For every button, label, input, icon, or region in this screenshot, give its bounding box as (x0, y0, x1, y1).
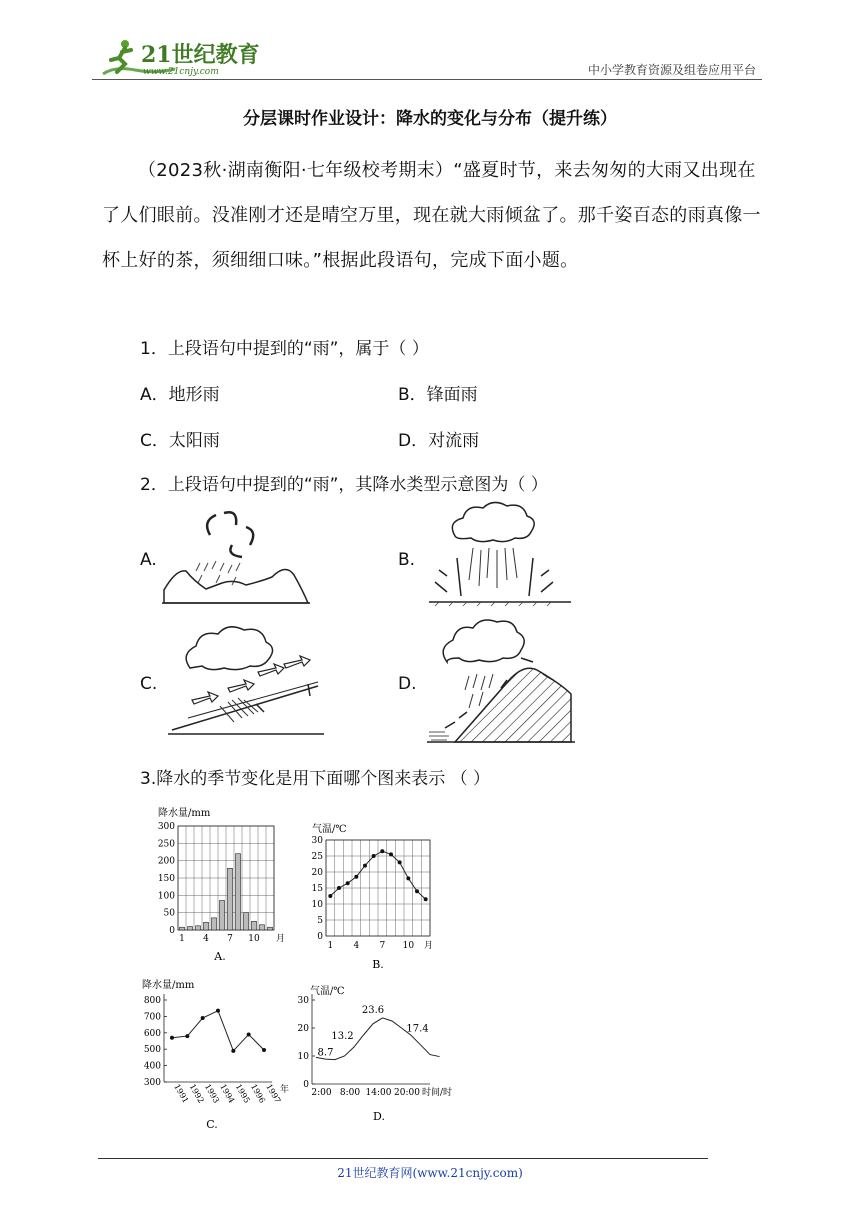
data-point (262, 1048, 266, 1052)
y-tick-label: 30 (311, 836, 323, 846)
x-tick-label: 1993 (202, 1082, 221, 1105)
y-tick-label: 15 (311, 884, 323, 894)
bar (212, 918, 217, 930)
x-tick-label: 1 (179, 934, 185, 944)
question-2-stem: 2．上段语句中提到的“雨”，其降水类型示意图为（ ） (140, 475, 548, 495)
y-tick-label: 200 (157, 856, 175, 867)
y-tick-label: 20 (297, 1024, 309, 1034)
chart-d-daily-temp (290, 980, 460, 1130)
x-tick-label: 4 (353, 941, 360, 951)
q1-option-c: C．太阳雨 (140, 431, 220, 451)
question-1-stem: 1．上段语句中提到的“雨”，属于（ ） (140, 339, 429, 359)
chart-c-ylabel: 降水量/mm (142, 980, 195, 991)
chart-b-xlabel: 月 (424, 941, 434, 951)
y-tick-label: 700 (143, 1012, 161, 1023)
diagram-a-convection (162, 505, 312, 610)
data-label: 8.7 (317, 1047, 334, 1059)
cloud-icon (452, 502, 534, 541)
y-tick-label: 20 (311, 868, 323, 878)
bar (220, 901, 225, 930)
x-tick-label: 2:00 (311, 1088, 332, 1098)
y-tick-label: 500 (143, 1045, 161, 1056)
x-tick-label: 10 (402, 941, 415, 951)
x-tick-label: 7 (379, 941, 386, 951)
chart-d-ylabel: 气温/℃ (310, 986, 345, 997)
q1-option-d: D．对流雨 (398, 431, 480, 451)
x-tick-label: 4 (203, 934, 209, 944)
y-tick-label: 10 (297, 1052, 309, 1062)
chart-c-xlabel: 年 (280, 1085, 290, 1095)
data-point (185, 1034, 189, 1038)
header-divider (92, 79, 762, 80)
x-tick-label: 1991 (172, 1082, 191, 1105)
data-point (346, 881, 350, 885)
data-label: 17.4 (406, 1023, 429, 1035)
y-tick-label: 250 (157, 839, 175, 850)
swirl-arrow-icon (207, 515, 216, 535)
chart-a-ylabel: 降水量/mm (158, 808, 211, 819)
footer-text: 21世纪教育网(www.21cnjy.com) (337, 1166, 523, 1180)
bar (236, 854, 241, 930)
bar (260, 925, 265, 930)
q1-option-b: B．锋面雨 (398, 385, 478, 405)
svg-text:www.21cnjy.com: www.21cnjy.com (143, 67, 219, 77)
bar (244, 913, 249, 930)
data-point (406, 876, 410, 880)
data-point (247, 1032, 251, 1036)
question-3-stem: 3.降水的季节变化是用下面哪个图来表示 （ ） (140, 769, 491, 789)
q1-option-a: A．地形雨 (140, 385, 220, 405)
x-tick-label: 1 (327, 941, 334, 951)
data-point (424, 897, 428, 901)
y-tick-label: 30 (297, 996, 309, 1006)
y-tick-label: 50 (163, 908, 175, 919)
chart-d-caption: D. (373, 1110, 385, 1123)
y-tick-label: 0 (303, 1080, 309, 1090)
runner-logo-icon (95, 36, 265, 78)
bar (228, 868, 233, 930)
y-tick-label: 150 (157, 874, 175, 884)
data-label: 23.6 (361, 1004, 385, 1016)
header-platform-text: 中小学教育资源及组卷应用平台 (587, 63, 756, 77)
x-tick-label: 14:00 (365, 1088, 392, 1098)
chart-a-caption: A. (214, 950, 226, 963)
chart-a-precip-bars (140, 800, 300, 970)
bar (268, 927, 273, 930)
chart-b-caption: B. (372, 958, 384, 970)
data-point (201, 1016, 205, 1020)
data-point (231, 1049, 235, 1053)
page-title: 分层课时作业设计：降水的变化与分布（提升练） (243, 109, 617, 129)
x-tick-label: 7 (227, 934, 233, 944)
x-tick-label: 8:00 (339, 1088, 361, 1098)
data-point (170, 1036, 174, 1040)
data-point (328, 894, 332, 898)
x-tick-label: 20:00 (394, 1088, 420, 1098)
x-tick-label: 10 (248, 934, 260, 944)
svg-text:21世纪教育: 21世纪教育 (141, 42, 260, 68)
diagram-b-convection-cloud (425, 500, 575, 610)
cloud-icon (186, 627, 272, 670)
y-tick-label: 300 (143, 1078, 161, 1088)
data-point (389, 852, 393, 856)
data-point (415, 889, 419, 893)
bar (196, 926, 201, 930)
cloud-icon (443, 620, 524, 662)
x-tick-label: 1994 (218, 1082, 237, 1105)
y-tick-label: 5 (317, 916, 323, 926)
y-tick-label: 25 (311, 852, 323, 862)
chart-b-temp-line (290, 820, 450, 970)
x-tick-label: 1995 (233, 1082, 252, 1105)
x-tick-label: 1997 (264, 1082, 283, 1105)
chart-c-caption: C. (206, 1118, 218, 1131)
data-point (380, 849, 384, 853)
y-tick-label: 600 (143, 1028, 161, 1039)
intro-paragraph: （2023秋·湖南衡阳·七年级校考期末）“盛夏时节，来去匆匆的大雨又出现在了人们眼前。没准刚才还是晴空万里，现在就大雨倾盆了。那千姿百态的雨真像一杯上好的茶，须细细口味。”根据此段语句，完成下面小题。 (102, 160, 761, 271)
data-point (398, 860, 402, 864)
q2-label-d: D. (398, 674, 417, 694)
chart-d-xlabel: 时间/时 (422, 1088, 453, 1098)
chart-b-ylabel: 气温/℃ (312, 824, 347, 835)
bar (204, 922, 209, 930)
data-point (337, 886, 341, 890)
chart-a-xlabel: 月 (276, 934, 286, 944)
data-point (372, 854, 376, 858)
x-tick-label: 1992 (187, 1082, 206, 1105)
q2-label-a: A. (140, 550, 157, 570)
footer-divider (98, 1158, 708, 1159)
bar (188, 927, 193, 930)
diagram-d-orographic (425, 618, 580, 746)
q2-label-c: C. (140, 674, 158, 694)
q2-label-b: B. (398, 550, 416, 570)
y-tick-label: 100 (157, 891, 175, 902)
data-point (363, 864, 367, 868)
chart-c-annual-precip (130, 974, 300, 1134)
data-point (216, 1009, 220, 1013)
bar (180, 927, 185, 930)
site-logo (95, 36, 265, 78)
y-tick-label: 10 (311, 900, 323, 910)
precip-line (172, 1011, 264, 1051)
y-tick-label: 400 (143, 1061, 161, 1072)
y-tick-label: 300 (157, 822, 175, 832)
y-tick-label: 0 (317, 932, 323, 942)
x-tick-label: 1996 (248, 1082, 267, 1105)
diagram-c-frontal (168, 622, 328, 740)
y-tick-label: 0 (169, 926, 175, 936)
bar (252, 921, 257, 930)
data-point (354, 875, 358, 879)
y-tick-label: 800 (143, 996, 161, 1006)
data-label: 13.2 (331, 1031, 354, 1043)
